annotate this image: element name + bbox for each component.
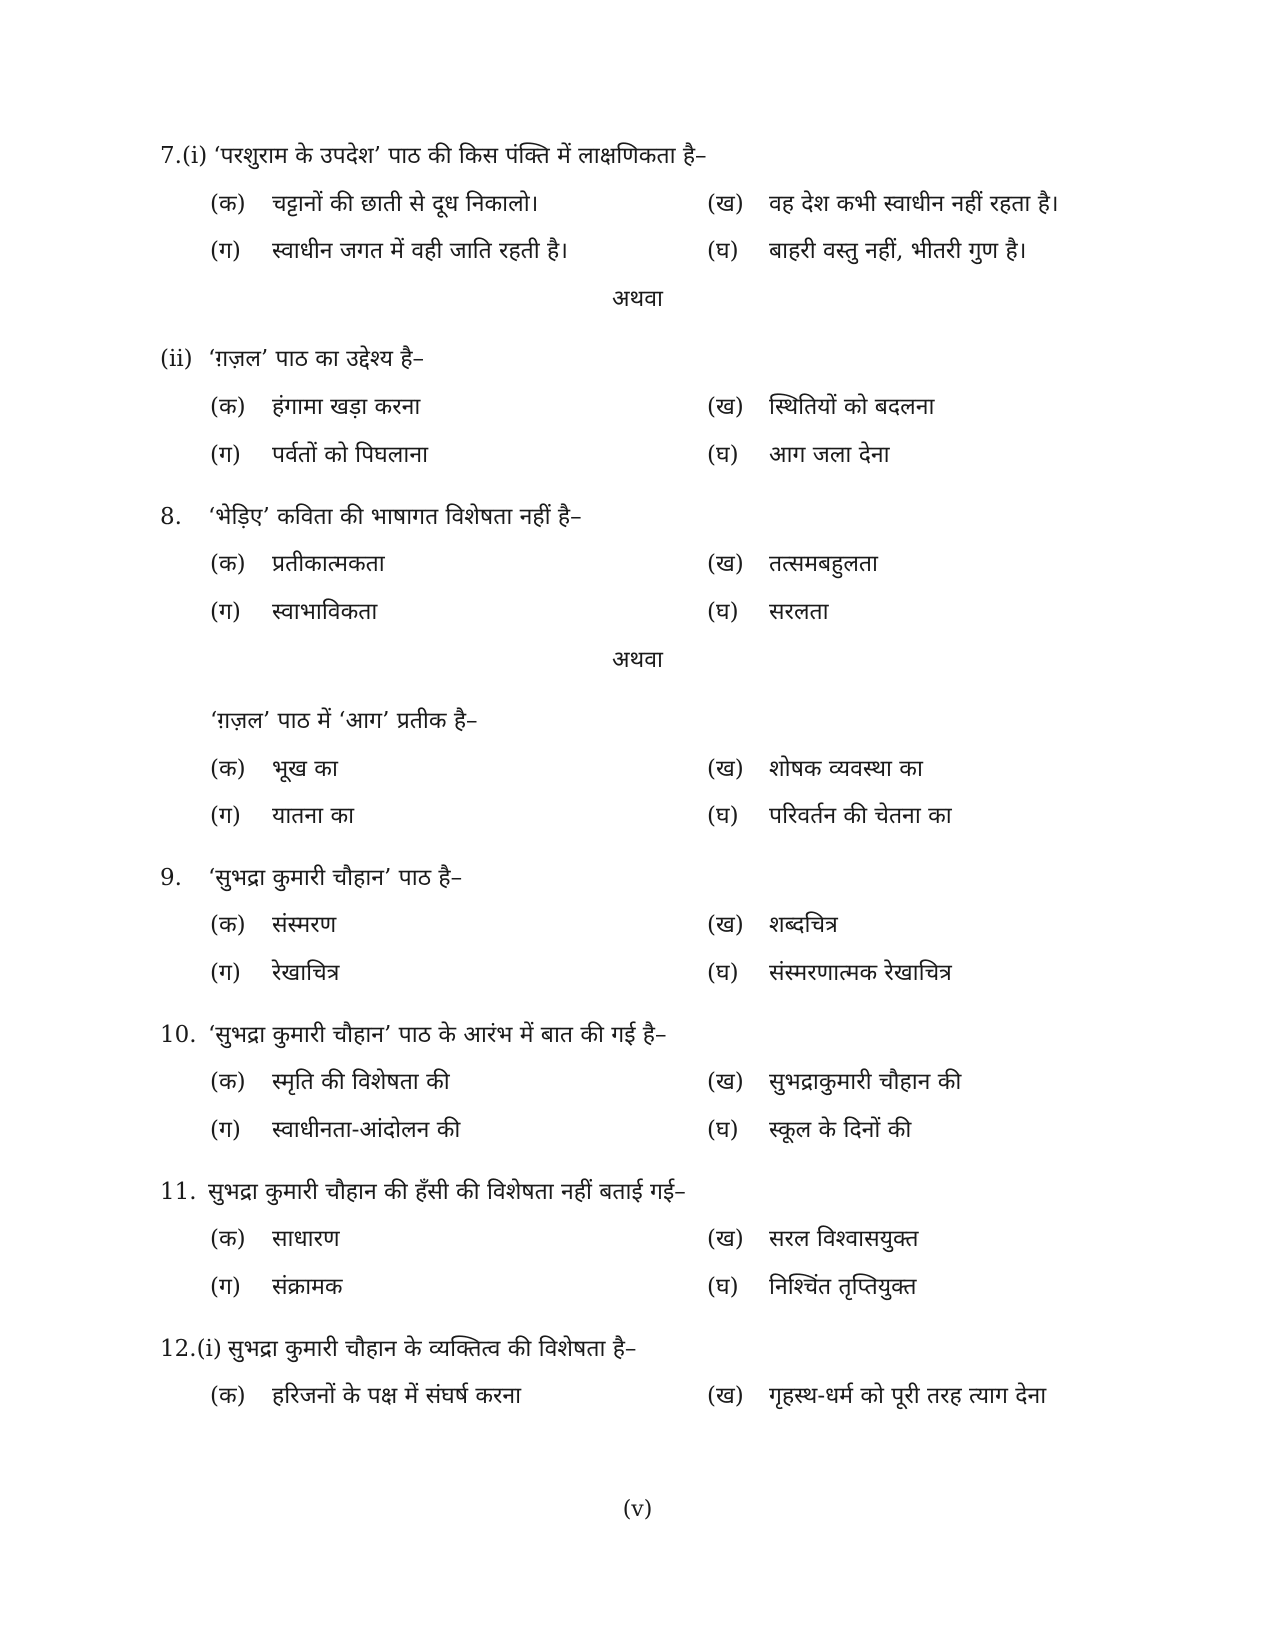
option-kha bbox=[707, 549, 878, 579]
option-text: स्वाधीनता-आंदोलन की bbox=[272, 1117, 461, 1143]
question-12-i bbox=[160, 1334, 636, 1364]
option-gha bbox=[707, 1272, 917, 1302]
option-gha bbox=[707, 236, 1026, 266]
option-label: (ख) bbox=[707, 551, 744, 577]
separator-athva: अथवा bbox=[611, 286, 663, 312]
option-kha bbox=[707, 392, 934, 422]
option-label: (क) bbox=[210, 551, 246, 577]
question-number: 8. bbox=[160, 504, 182, 530]
question-8 bbox=[160, 502, 582, 532]
question-stem: ‘परशुराम के उपदेश’ पाठ की किस पंक्ति में लाक्षणिकता है– bbox=[213, 143, 707, 169]
option-ka bbox=[210, 910, 336, 940]
option-gha bbox=[707, 597, 829, 627]
option-label: (ख) bbox=[707, 1226, 744, 1252]
option-label: (ग) bbox=[210, 803, 241, 829]
option-ga bbox=[210, 958, 339, 988]
question-7-i bbox=[160, 141, 707, 171]
option-kha bbox=[707, 1381, 1046, 1411]
option-text: सुभद्राकुमारी चौहान की bbox=[769, 1069, 962, 1095]
option-text: हंगामा खड़ा करना bbox=[272, 394, 421, 420]
question-stem: ‘भेड़िए’ कविता की भाषागत विशेषता नहीं है– bbox=[208, 504, 582, 530]
option-text: आग जला देना bbox=[769, 442, 890, 468]
option-text: सरलता bbox=[769, 599, 829, 625]
option-label: (घ) bbox=[707, 1117, 739, 1143]
option-ka bbox=[210, 392, 420, 422]
option-text: हरिजनों के पक्ष में संघर्ष करना bbox=[272, 1383, 522, 1409]
option-text: शोषक व्यवस्था का bbox=[769, 756, 923, 782]
option-label: (घ) bbox=[707, 960, 739, 986]
option-ga bbox=[210, 1272, 343, 1302]
option-ka bbox=[210, 754, 338, 784]
question-number: 12.(i) bbox=[160, 1336, 222, 1362]
option-text: स्मृति की विशेषता की bbox=[272, 1069, 450, 1095]
option-text: भूख का bbox=[272, 756, 338, 782]
option-label: (क) bbox=[210, 191, 246, 217]
question-number: (ii) bbox=[160, 346, 193, 372]
option-label: (ग) bbox=[210, 599, 241, 625]
option-text: बाहरी वस्तु नहीं, भीतरी गुण है। bbox=[769, 238, 1027, 264]
option-ga bbox=[210, 801, 354, 831]
option-label: (ख) bbox=[707, 912, 744, 938]
question-stem: ‘सुभद्रा कुमारी चौहान’ पाठ है– bbox=[208, 865, 463, 891]
option-text: परिवर्तन की चेतना का bbox=[769, 803, 952, 829]
option-label: (क) bbox=[210, 1383, 246, 1409]
option-gha bbox=[707, 440, 890, 470]
option-text: रेखाचित्र bbox=[272, 960, 340, 986]
option-ga bbox=[210, 236, 568, 266]
option-label: (ग) bbox=[210, 238, 241, 264]
option-label: (घ) bbox=[707, 1274, 739, 1300]
option-ka bbox=[210, 1381, 521, 1411]
option-label: (क) bbox=[210, 394, 246, 420]
option-label: (ख) bbox=[707, 1069, 744, 1095]
question-stem: सुभद्रा कुमारी चौहान के व्यक्तित्व की विशेषता है– bbox=[227, 1336, 637, 1362]
option-text: स्वाभाविकता bbox=[272, 599, 378, 625]
option-label: (ग) bbox=[210, 1117, 241, 1143]
option-kha bbox=[707, 1224, 918, 1254]
option-text: शब्दचित्र bbox=[769, 912, 838, 938]
option-text: संस्मरणात्मक रेखाचित्र bbox=[769, 960, 952, 986]
question-stem: ‘सुभद्रा कुमारी चौहान’ पाठ के आरंभ में बात की गई है– bbox=[208, 1022, 667, 1048]
option-ka bbox=[210, 189, 538, 219]
option-text: संक्रामक bbox=[272, 1274, 343, 1300]
option-text: वह देश कभी स्वाधीन नहीं रहता है। bbox=[769, 191, 1059, 217]
option-label: (घ) bbox=[707, 599, 739, 625]
option-kha bbox=[707, 1067, 961, 1097]
question-7-ii bbox=[160, 344, 424, 374]
option-label: (क) bbox=[210, 1069, 246, 1095]
option-ka bbox=[210, 549, 385, 579]
option-gha bbox=[707, 1115, 911, 1145]
option-text: स्वाधीन जगत में वही जाति रहती है। bbox=[272, 238, 568, 264]
option-label: (ग) bbox=[210, 442, 241, 468]
option-ga bbox=[210, 597, 377, 627]
option-text: निश्चिंत तृप्तियुक्त bbox=[769, 1274, 917, 1300]
option-label: (घ) bbox=[707, 442, 739, 468]
question-10 bbox=[160, 1020, 667, 1050]
question-8-alternate bbox=[210, 706, 478, 736]
question-stem: ‘ग़ज़ल’ पाठ का उद्देश्य है– bbox=[208, 346, 425, 372]
option-text: स्कूल के दिनों की bbox=[769, 1117, 912, 1143]
option-kha bbox=[707, 910, 838, 940]
option-label: (क) bbox=[210, 756, 246, 782]
option-ga bbox=[210, 1115, 460, 1145]
option-label: (ख) bbox=[707, 394, 744, 420]
option-ka bbox=[210, 1224, 340, 1254]
option-label: (घ) bbox=[707, 238, 739, 264]
option-label: (घ) bbox=[707, 803, 739, 829]
option-text: चट्टानों की छाती से दूध निकालो। bbox=[272, 191, 539, 217]
question-11 bbox=[160, 1177, 686, 1207]
option-text: प्रतीकात्मकता bbox=[272, 551, 385, 577]
option-kha bbox=[707, 754, 923, 784]
question-stem: सुभद्रा कुमारी चौहान की हँसी की विशेषता नहीं बताई गई– bbox=[208, 1179, 686, 1205]
option-label: (क) bbox=[210, 1226, 246, 1252]
option-text: पर्वतों को पिघलाना bbox=[272, 442, 429, 468]
option-text: स्थितियों को बदलना bbox=[769, 394, 935, 420]
question-stem: ‘ग़ज़ल’ पाठ में ‘आग’ प्रतीक है– bbox=[210, 708, 478, 734]
option-label: (ख) bbox=[707, 191, 744, 217]
option-gha bbox=[707, 958, 952, 988]
option-text: साधारण bbox=[272, 1226, 340, 1252]
page-number: (v) bbox=[622, 1497, 653, 1522]
question-number: 10. bbox=[160, 1022, 197, 1048]
option-label: (क) bbox=[210, 912, 246, 938]
option-text: संस्मरण bbox=[272, 912, 337, 938]
option-ga bbox=[210, 440, 428, 470]
option-label: (ख) bbox=[707, 756, 744, 782]
separator-athva: अथवा bbox=[611, 647, 663, 673]
question-9 bbox=[160, 863, 462, 893]
question-number: 9. bbox=[160, 865, 182, 891]
option-gha bbox=[707, 801, 952, 831]
option-text: तत्समबहुलता bbox=[769, 551, 878, 577]
option-text: सरल विश्वासयुक्त bbox=[769, 1226, 919, 1252]
option-label: (ख) bbox=[707, 1383, 744, 1409]
question-number: 11. bbox=[160, 1179, 197, 1205]
question-number: 7.(i) bbox=[160, 143, 208, 169]
option-ka bbox=[210, 1067, 450, 1097]
option-text: यातना का bbox=[272, 803, 355, 829]
option-kha bbox=[707, 189, 1059, 219]
option-label: (ग) bbox=[210, 960, 241, 986]
option-label: (ग) bbox=[210, 1274, 241, 1300]
option-text: गृहस्थ-धर्म को पूरी तरह त्याग देना bbox=[769, 1383, 1047, 1409]
